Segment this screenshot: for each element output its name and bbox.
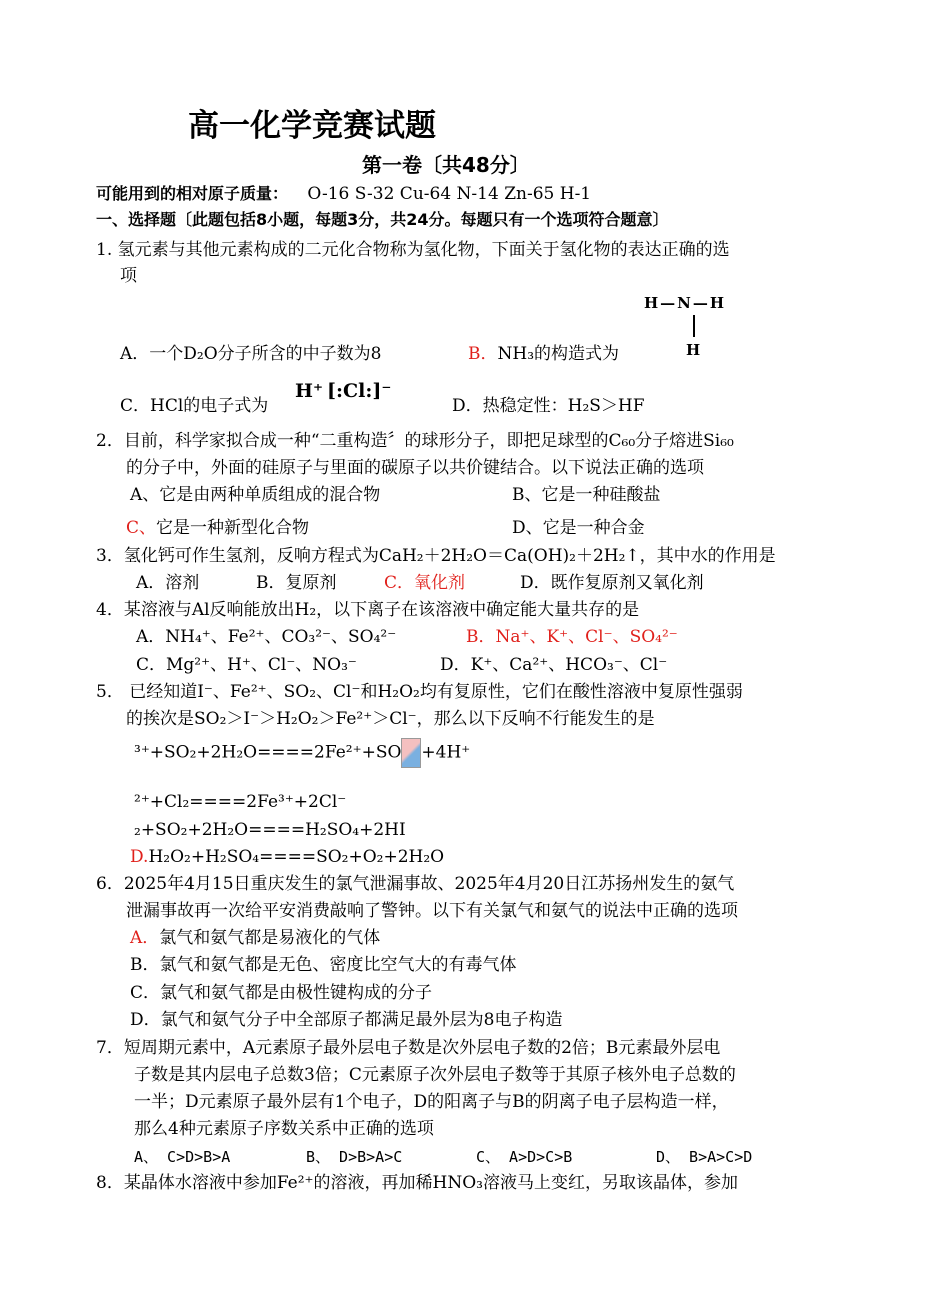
q6-option-a-text: 氯气和氨气都是易液化的气体 [159,928,381,948]
section-heading: 一、选择题〔此题包括8小题，每题3分，共24分。每题只有一个选项符合题意〕 [96,210,669,229]
q7-stem-line3: 一半；D元素原子最外层有1个电子，D的阳离子与B的阴离子电子层构造一样， [134,1092,729,1112]
q2-option-d: D、它是一种合金 [512,518,645,538]
q5-stem-line2: 的挨次是SO₂＞I⁻＞H₂O₂＞Fe²⁺＞Cl⁻，那么以下反响不行能发生的是 [126,709,655,729]
q1-option-b [468,343,619,365]
q3-option-a: A．溶剂 [136,573,200,593]
q1-option-a: A．一个D₂O分子所含的中子数为8 [120,344,382,364]
q1-stem-line1: 1. 氢元素与其他元素构成的二元化合物称为氢化物，下面关于氢化物的表达正确的选 [96,240,730,260]
q2-option-b: B、它是一种硅酸盐 [512,485,661,505]
exam-title: 高一化学竞赛试题 [188,108,436,144]
q2-option-a: A、它是由两种单质组成的混合物 [130,485,381,505]
q1-option-d: D．热稳定性：H₂S＞HF [452,396,645,416]
q2-option-c-text: 它是一种新型化合物 [156,518,310,538]
q5-equation-a-text: ³⁺+SO₂+2H₂O====2Fe²⁺+SO [134,742,402,763]
q5-equation-a [134,738,470,768]
volume-heading: 第一卷〔共48分〕 [362,153,530,177]
q3-option-d: D．既作复原剂又氧化剂 [520,573,704,593]
q3-option-b: B．复原剂 [256,573,337,593]
q4-option-a: A．NH₄⁺、Fe²⁺、CO₃²⁻、SO₄²⁻ [136,627,397,647]
nh3-structure-top: H—N—H [644,294,727,312]
q5-equation-a-tail: +4H⁺ [421,742,471,763]
q6-option-b: B．氯气和氨气都是无色、密度比空气大的有毒气体 [130,955,517,975]
q4-option-b: B．Na⁺、K⁺、Cl⁻、SO₄²⁻ [466,627,678,647]
q2-stem-line2: 的分子中，外面的硅原子与里面的碳原子以共价键结合。以下说法正确的选项 [126,458,704,478]
q1-stem-line2: 项 [120,266,137,286]
q2-option-c [126,517,309,539]
q7-option-c: C、 A>D>C>B [476,1148,573,1166]
atomic-mass-values: O-16 S-32 Cu-64 N-14 Zn-65 H-1 [307,184,592,204]
q6-stem-line1: 6．2025年4月15日重庆发生的氯气泄漏事故、2025年4月20日江苏扬州发生的氨气 [96,874,735,894]
q6-stem-line2: 泄漏事故再一次给平安消费敲响了警钟。以下有关氯气和氨气的说法中正确的选项 [126,901,738,921]
q2-option-c-letter: C、 [126,518,157,538]
q5-stem-line1: 5． 已经知道I⁻、Fe²⁺、SO₂、Cl⁻和H₂O₂均有复原性，它们在酸性溶液中复原性强弱 [96,682,743,702]
broken-image-icon [401,738,421,768]
q7-option-a: A、 C>D>B>A [134,1148,231,1166]
q7-stem-line4: 那么4种元素原子序数关系中正确的选项 [134,1119,434,1139]
lewis-cl-ion: [:Cl:]⁻ [326,380,392,402]
q6-option-d: D．氯气和氨气分子中全部原子都满足最外层为8电子构造 [130,1010,563,1030]
q6-option-c: C．氯气和氨气都是由极性键构成的分子 [130,983,433,1003]
q3-option-c: C．氧化剂 [384,573,466,593]
q5-equation-d-text: H₂O₂+H₂SO₄====SO₂+O₂+2H₂O [148,847,445,867]
atomic-mass-line [96,183,591,205]
nh3-structure-bond [693,315,695,337]
q4-stem: 4．某溶液与Al反响能放出H₂，以下离子在该溶液中确定能大量共存的是 [96,600,640,620]
hcl-electron-formula [295,380,391,402]
q4-option-d: D．K⁺、Ca²⁺、HCO₃⁻、Cl⁻ [440,655,668,675]
q6-option-a [130,927,380,949]
q3-stem: 3．氢化钙可作生氢剂，反响方程式为CaH₂＋2H₂O＝Ca(OH)₂＋2H₂↑，其中水的作用是 [96,546,776,566]
atomic-mass-label: 可能用到的相对原子质量： [96,184,289,203]
q2-stem-line1: 2．目前，科学家拟合成一种“二重构造〞的球形分子，即把足球型的C₆₀分子熔进Si₆₀ [96,431,734,451]
q5-equation-c: ₂+SO₂+2H₂O====H₂SO₄+2HI [134,820,406,840]
lewis-h-ion: H⁺ [295,380,323,402]
q5-equation-d [130,846,444,868]
q1-option-b-letter: B． [468,344,498,364]
nh3-structure-bottom: H [686,341,701,359]
q6-option-a-letter: A． [130,928,160,948]
q7-stem-line1: 7．短周期元素中，A元素原子最外层电子数是次外层电子数的2倍；B元素最外层电 [96,1038,721,1058]
q5-equation-b: ²⁺+Cl₂====2Fe³⁺+2Cl⁻ [134,792,347,812]
q4-option-c: C．Mg²⁺、H⁺、Cl⁻、NO₃⁻ [136,655,357,675]
q5-equation-d-letter: D. [130,847,149,867]
q7-stem-line2: 子数是其内层电子总数3倍；C元素原子次外层电子数等于其原子核外电子总数的 [134,1065,736,1085]
q1-option-b-text: NH₃的构造式为 [497,344,620,364]
q7-option-d: D、 B>A>C>D [656,1148,753,1166]
q8-stem-line1: 8．某晶体水溶液中参加Fe²⁺的溶液，再加稀HNO₃溶液马上变红，另取该晶体，参加 [96,1173,738,1193]
q7-option-b: B、 D>B>A>C [306,1148,403,1166]
q1-option-c: C．HCl的电子式为 [120,396,269,416]
